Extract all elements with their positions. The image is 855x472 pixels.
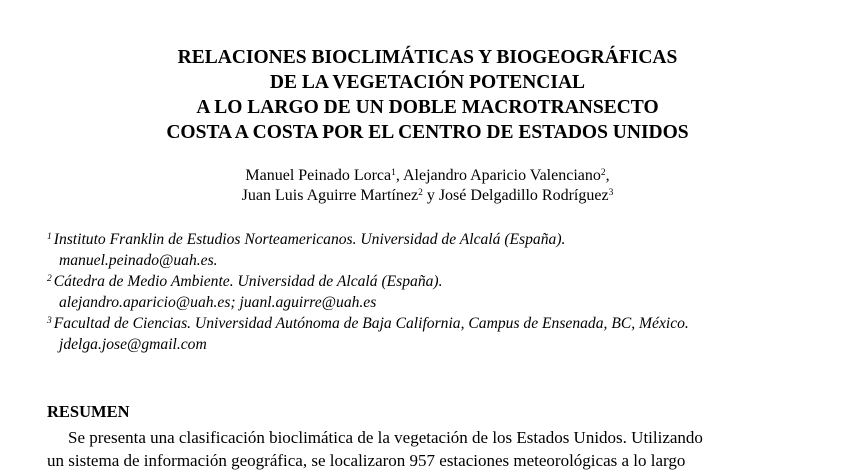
affiliation-number: 1 <box>47 232 52 242</box>
title-line: DE LA VEGETACIÓN POTENCIAL <box>269 72 586 93</box>
abstract-heading: RESUMEN <box>47 402 130 421</box>
author-separator: , <box>605 167 610 184</box>
affiliation-text: Cátedra de Medio Ambiente. Universidad de Alcalá (España). <box>53 273 443 290</box>
affiliation-email: alejandro.aparicio@uah.es; juanl.aguirre@uah.es <box>59 294 377 311</box>
author-name: Manuel Peinado Lorca <box>245 167 392 184</box>
abstract-body <box>47 426 804 472</box>
title-line: RELACIONES BIOCLIMÁTICAS Y BIOGEOGRÁFICAS <box>177 47 678 68</box>
author-line <box>0 166 855 186</box>
affiliation-list <box>47 229 837 355</box>
affiliation-text: Facultad de Ciencias. Universidad Autónoma de Baja California, Campus de Ensenada, BC, México. <box>53 315 689 332</box>
author-name: Alejandro Aparicio Valenciano <box>403 167 601 184</box>
author-affiliation-mark: 3 <box>608 188 614 198</box>
author-affiliation-mark: 2 <box>600 168 606 178</box>
author-affiliation-mark: 2 <box>418 188 423 198</box>
author-name: Juan Luis Aguirre Martínez <box>241 187 419 204</box>
affiliation-number: 2 <box>47 274 52 284</box>
author-separator: y <box>422 187 439 204</box>
abstract-line: un sistema de información geográfica, se localizaron 957 estaciones meteorológicas a lo largo <box>47 451 686 470</box>
author-name: José Delgadillo Rodríguez <box>438 187 609 204</box>
author-affiliation-mark: 1 <box>391 168 396 178</box>
author-separator: , <box>395 167 403 184</box>
affiliation-institution <box>47 271 837 292</box>
affiliation-text: Instituto Franklin de Estudios Norteamericanos. Universidad de Alcalá (España). <box>53 231 566 248</box>
title-line: A LO LARGO DE UN DOBLE MACROTRANSECTO <box>196 97 659 118</box>
author-line <box>0 186 855 206</box>
affiliation-email: jdelga.jose@gmail.com <box>59 336 207 353</box>
abstract-line: Se presenta una clasificación bioclimática de la vegetación de los Estados Unidos. Utilizando <box>68 428 703 447</box>
affiliation-email: manuel.peinado@uah.es. <box>59 252 218 269</box>
affiliation-institution <box>47 313 837 334</box>
title-line: COSTA A COSTA POR EL CENTRO DE ESTADOS UNIDOS <box>166 122 689 143</box>
affiliation-number: 3 <box>47 316 52 326</box>
author-list <box>0 166 855 206</box>
paper-title <box>0 45 855 145</box>
affiliation-institution <box>47 229 837 250</box>
